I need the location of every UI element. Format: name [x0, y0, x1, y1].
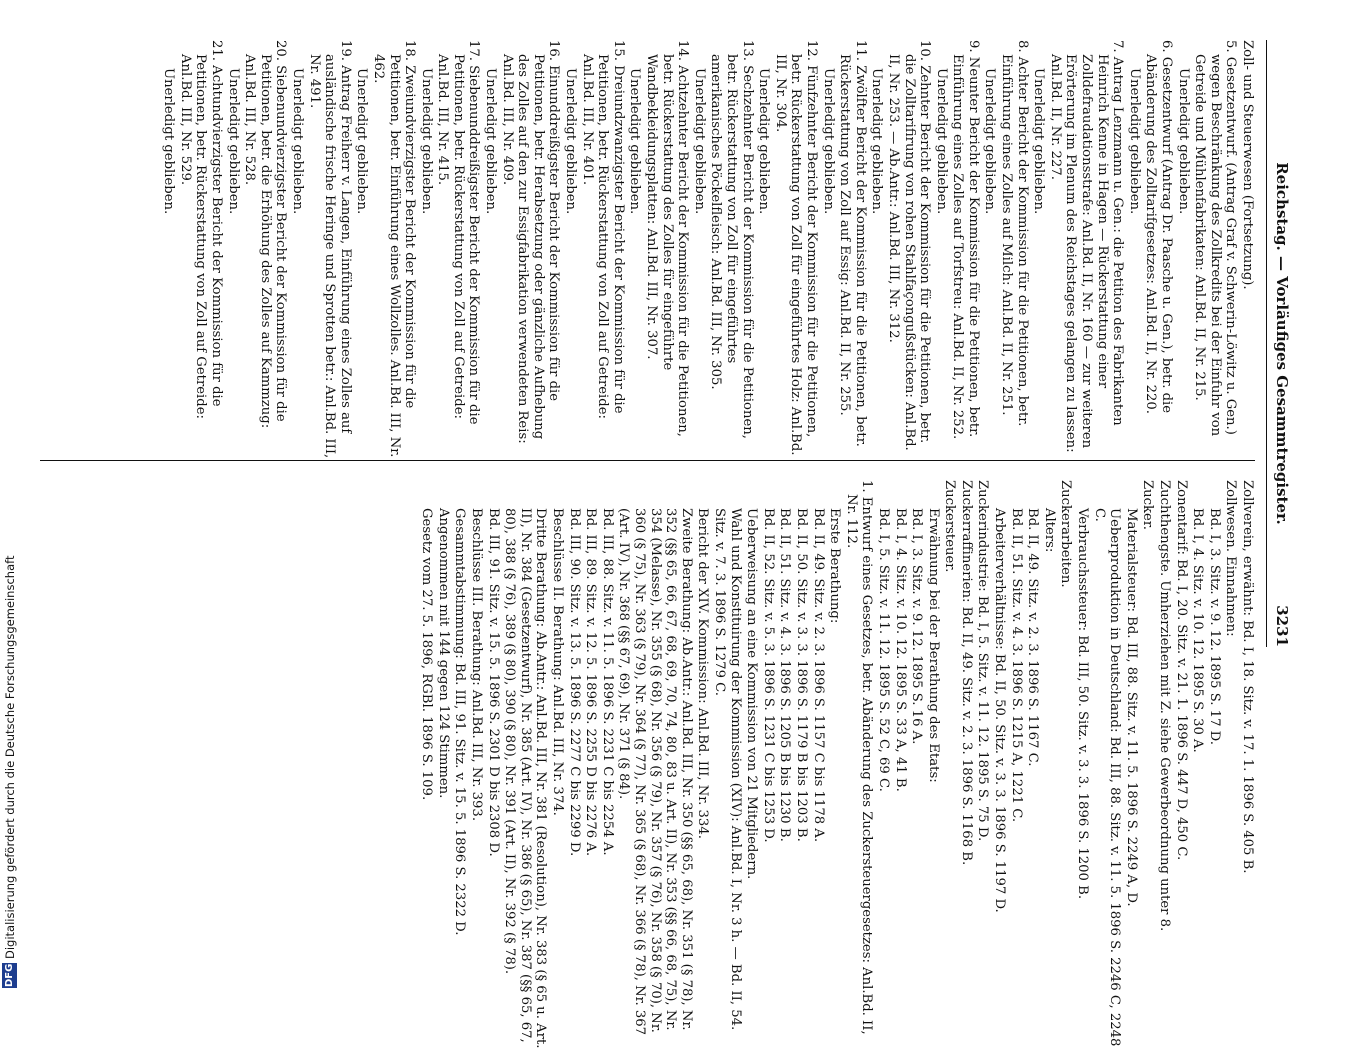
register-item: 18. Zweiundvierzigster Bericht der Kommission für die Petitionen, betr. Einführung eines Wollzolles. Anl.Bd. III, Nr. 462.	[370, 40, 418, 458]
register-subentry: Bd. I, 3. Sitz. v. 9. 12. 1895 S. 16 A.	[909, 508, 925, 745]
register-subentry: Unerledigt geblieben.	[933, 68, 949, 215]
register-subentry: Unerledigt geblieben.	[691, 68, 707, 215]
page-header	[1266, 40, 1293, 647]
register-subentry: Bd. II, 51. Sitz. v. 4. 3. 1896 S. 1205 B bis 1230 B.	[777, 508, 793, 842]
register-item: 14. Achtzehnter Bericht der Kommission für die Petitionen, betr. Rückerstattung des Zolles für eingeführte Wandbekleidungsplatten: Anl.Bd. III, Nr. 307.	[644, 40, 691, 437]
register-subentry: Unerledigt geblieben.	[1126, 68, 1142, 215]
register-subentry: Unerledigt geblieben.	[418, 68, 434, 215]
register-subentry: Bd. II, 49. Sitz. v. 2. 3. 1896 S. 1157 C bis 1178 A.	[810, 508, 826, 843]
register-subentry: Bd. III, 90. Sitz. v. 13. 5. 1896 S. 2277 C bis 2299 D.	[566, 508, 582, 857]
column-divider	[40, 460, 1255, 461]
register-item: 19. Antrag Freiherr v. Langen, Einführung eines Zolles auf ausländische frische Heringe und Sprotten betr.: Anl.Bd. III, Nr. 491.	[306, 40, 353, 459]
register-subentry: Bd. III, 89. Sitz. v. 12. 5. 1896 S. 2255 D bis 2276 A.	[583, 508, 599, 857]
register-subentry: Unerledigt geblieben.	[820, 68, 836, 215]
register-subentry: Bd. II, 52. Sitz. v. 5. 3. 1896 S. 1231 C bis 1253 D.	[760, 508, 776, 843]
register-subentry: Wahl und Konstituirung der Kommission (XIV): Anl.Bd. I, Nr. 3 h. — Bd. II, 54. Sitz. v. 7. 3. 1896 S. 1279 C.	[712, 508, 743, 1031]
register-heading: Zuchthengste. Umherziehen mit Z. siehe Gewerbeordnung unter 8.	[1157, 480, 1173, 932]
register-subentry: Zweite Berathung: Ab.Antr.: Anl.Bd. III, Nr. 350 (§§ 65, 68), Nr. 351 (§ 78), Nr. 352 (§§ 65, 66, 67, 68, 69, 70, 74, 80, 83 u. Art. II), Nr. 353 (§§ 66, 68, 75), Nr. 354 (Melasse), Nr. 355 (§ 68), Nr. 356 (§ 79), Nr. 357 (§ 76), Nr. 358 (§ 70), Nr. 360 (§ 75), Nr. 363 (§ 79), Nr. 364 (§ 77), Nr. 365 (§ 68), Nr. 366 (§ 78), Nr. 367 (Art. IV), Nr. 368 (§§ 67, 69), Nr. 371 (§ 84).	[616, 508, 694, 1036]
register-subentry: Unerledigt geblieben.	[354, 68, 370, 215]
register-subentry: Unerledigt geblieben.	[225, 68, 241, 215]
register-subentry: Bd. I, 3. Sitz. v. 9. 12. 1895 S. 17 D.	[1206, 508, 1222, 745]
register-subentry: Erste Berathung:	[827, 508, 843, 624]
register-heading: Zuckerarbeiten.	[1058, 480, 1074, 588]
running-title: Reichstag. — Vorläufiges Gesammtregister.	[1273, 162, 1291, 525]
register-heading: Zollverein, erwähnt: Bd. I, 18. Sitz. v. 17. 1. 1896 S. 405 B.	[1240, 480, 1255, 874]
register-subentry: Unerledigt geblieben.	[627, 68, 643, 215]
register-subentry: Verbrauchssteuer: Bd. III, 50. Sitz. v. 3. 3. 1896 S. 1200 B.	[1075, 508, 1091, 900]
register-item: 7. Antrag Lenzmann u. Gen.: die Petition des Fabrikanten Heinrich Kenne in Hagen — Rückerstattung einer Zolldefraudationsstrafe: Anl.Bd. II, Nr. 160 — zur weiteren Erörterung im Plenum des Reichstages gelangen zu lassen: Anl.Bd. II, Nr. 227.	[1047, 40, 1126, 453]
page-number: 3231	[1273, 605, 1291, 647]
register-subentry: Angenommen mit 144 gegen 124 Stimmen.	[435, 508, 451, 799]
register-heading: Zollwesen. Einnahmen:	[1223, 480, 1239, 637]
register-subentry: Bd. I, 5. Sitz. v. 11. 12. 1895 S. 52 C, 69 C.	[875, 508, 891, 792]
register-subentry: Unerledigt geblieben.	[161, 68, 177, 215]
register-subentry: Materialsteuer: Bd. III, 88. Sitz. v. 11. 5. 1896 S. 2249 A, D.	[1123, 508, 1139, 907]
register-subentry: Bd. I, 4. Sitz. v. 10. 12. 1895 S. 30 A.	[1190, 508, 1206, 753]
register-item: 13. Sechzehnter Bericht der Kommission für die Petitionen, betr. Rückerstattung von Zoll für eingeführtes amerikanisches Pöckelfleisch: Anl.Bd. III, Nr. 305.	[708, 40, 755, 439]
dfg-logo: DFG	[4, 963, 15, 987]
register-subentry: Dritte Berathung: Ab.Antr.: Anl.Bd. III, Nr. 381 (Resolution), Nr. 383 (§ 65 u. Art. II), Nr. 384 (Gesetzentwurf), Nr. 385 (Art. IV), Nr. 386 (§ 65), Nr. 387 (§§ 65, 67, 80), 388 (§ 76), 389 (§ 80), 390 (§ 80), Nr. 391 (Art. II), Nr. 392 (§ 78).	[502, 508, 549, 1049]
register-subentry: Erwähnung bei der Berathung des Etats:	[925, 508, 941, 783]
register-subentry: Bericht der XIV. Kommission: Anl.Bd. III, Nr. 334.	[695, 508, 711, 839]
register-subentry: Beschlüsse II. Berathung: Anl.Bd. III, Nr. 374.	[550, 508, 566, 816]
register-subentry: Bd. I, 4. Sitz. v. 10. 12. 1895 S. 33 A, 41 B.	[892, 508, 908, 792]
register-subentry: Unerledigt geblieben.	[1175, 68, 1191, 215]
register-subentry: Alters:	[1041, 508, 1057, 553]
register-item: 15. Dreiundzwanzigster Bericht der Kommission für die Petitionen, betr. Rückerstattung von Zoll auf Getreide: Anl.Bd. III, Nr. 401.	[579, 40, 626, 419]
register-subentry: Gesammtabstimmung: Bd. III, 91. Sitz. v. 15. 5. 1896 S. 2322 D.	[452, 508, 468, 936]
register-subentry: Ueberproduktion in Deutschland: Bd. III, 88. Sitz. v. 11. 5. 1896 S. 2246 C, 2248 C.	[1091, 508, 1123, 1047]
register-item: 5. Gesetzentwurf. (Antrag Graf v. Schwerin-Löwitz u. Gen.) wegen Beschränkung des Zollkredits bei der Einfuhr von Getreide und Mühlenfabrikaten: Anl.Bd. II, Nr. 215.	[1192, 40, 1239, 437]
register-item: 8. Achter Bericht der Kommission für die Petitionen, betr. Einführung eines Zolles auf Milch: Anl.Bd. II, Nr. 251.	[999, 40, 1030, 427]
register-subentry: Bd. III, 91. Sitz. v. 15. 5. 1896 S. 2301 D bis 2308 D.	[485, 508, 501, 857]
register-subentry: Arbeiterverhältnisse: Bd. II, 50. Sitz. v. 3. 3. 1896 S. 1197 D.	[992, 508, 1008, 913]
register-item: 11. Zwölfter Bericht der Kommission für die Petitionen, betr. Rückerstattung von Zoll auf Essig: Anl.Bd. II, Nr. 255.	[837, 40, 868, 447]
register-heading: Zuckerindustrie: Bd. I, 5. Sitz. v. 11. 12. 1895 S. 75 D.	[975, 480, 991, 842]
register-item: 12. Fünfzehnter Bericht der Kommission für die Petitionen, betr. Rückerstattung von Zoll für eingeführtes Holz: Anl.Bd. III, Nr. 304.	[772, 40, 819, 456]
register-subentry: Unerledigt geblieben.	[563, 68, 579, 215]
register-subentry: Unerledigt geblieben.	[756, 68, 772, 215]
register-item: 16. Einunddreißigster Bericht der Kommission für die Petitionen, betr. Herabsetzung oder gänzliche Aufhebung des Zolles auf den zur Essigfabrikation verwendeten Reis: Anl.Bd. III, Nr. 409.	[499, 40, 562, 444]
register-subentry: Bd. II, 50. Sitz. v. 3. 3. 1896 S. 1179 B bis 1203 B.	[793, 508, 809, 842]
register-heading: Zuckersteuer.	[942, 480, 958, 573]
register-heading: Zonentarif: Bd. I, 20. Sitz. v. 21. 1. 1896 S. 447 D, 450 C.	[1173, 480, 1189, 861]
register-subentry: Unerledigt geblieben.	[289, 68, 305, 215]
register-subentry: Ueberweisung an eine Kommission von 21 Mitgliedern.	[744, 508, 760, 880]
register-heading: Zucker.	[1140, 480, 1156, 530]
register-subentry: Unerledigt geblieben.	[982, 68, 998, 215]
register-subentry: Gesetz vom 27. 5. 1896, RGBl. 1896 S. 109.	[419, 508, 435, 801]
register-item: 9. Neunter Bericht der Kommission für die Petitionen, betr. Einführung eines Zolles auf Torfstreu: Anl.Bd. II, Nr. 252.	[950, 40, 981, 440]
funding-note-text: Digitalisierung gefördert durch die Deutsche Forschungsgemeinschaft	[3, 555, 17, 959]
register-subentry: Bd. II, 51. Sitz. v. 4. 3. 1896 S. 1215 A, 1221 C.	[1008, 508, 1024, 823]
register-item: 21. Achtundvierzigster Bericht der Kommission für die Petitionen, betr. Rückerstattung von Zoll auf Getreide: Anl.Bd. III, Nr. 529.	[177, 40, 224, 419]
register-subentry: Unerledigt geblieben.	[1031, 68, 1047, 215]
register-item: 10. Zehnter Bericht der Kommission für die Petitionen, betr. die Zolltarifirung von rohen Stahlfaçongußstücken: Anl.Bd. II, Nr. 253. — Ab.Antr.: Anl.Bd. III, Nr. 312.	[885, 40, 933, 451]
register-item: 1. Entwurf eines Gesetzes, betr. Abänderung des Zuckersteuergesetzes: Anl.Bd. II, Nr. 112.	[843, 480, 875, 1035]
register-subentry: Bd. III, 88. Sitz. v. 11. 5. 1896 S. 2231 C bis 2254 A.	[599, 508, 615, 856]
register-item: 17. Siebenunddreißigster Bericht der Kommission für die Petitionen, betr. Rückerstattung von Zoll auf Getreide: Anl.Bd. III, Nr. 415.	[435, 40, 482, 425]
register-item: 6. Gesetzentwurf (Antrag Dr. Paasche u. Gen.), betr. die Abänderung des Zolltarifgesetzes: Anl.Bd. II, Nr. 220.	[1143, 40, 1175, 414]
register-subentry: Unerledigt geblieben.	[869, 68, 885, 215]
left-column	[40, 40, 1255, 460]
register-subentry: Beschlüsse III. Berathung: Anl.Bd. III, Nr. 393.	[469, 508, 485, 822]
register-heading: Zuckerraffinerien: Bd. II, 49. Sitz. v. 2. 3. 1896 S. 1168 B.	[958, 480, 974, 866]
register-heading: Zoll- und Steuerwesen (Fortsetzung).	[1240, 40, 1255, 290]
register-item: 20. Siebenundvierzigster Bericht der Kommission für die Petitionen, betr. die Erhöhung des Zolles auf Kammzug: Anl.Bd. III, Nr. 528.	[242, 40, 289, 429]
register-subentry: Bd. II, 49. Sitz. v. 2. 3. 1896 S. 1167 C.	[1025, 508, 1041, 767]
register-subentry: Unerledigt geblieben.	[483, 68, 499, 215]
right-column	[40, 480, 1255, 1055]
